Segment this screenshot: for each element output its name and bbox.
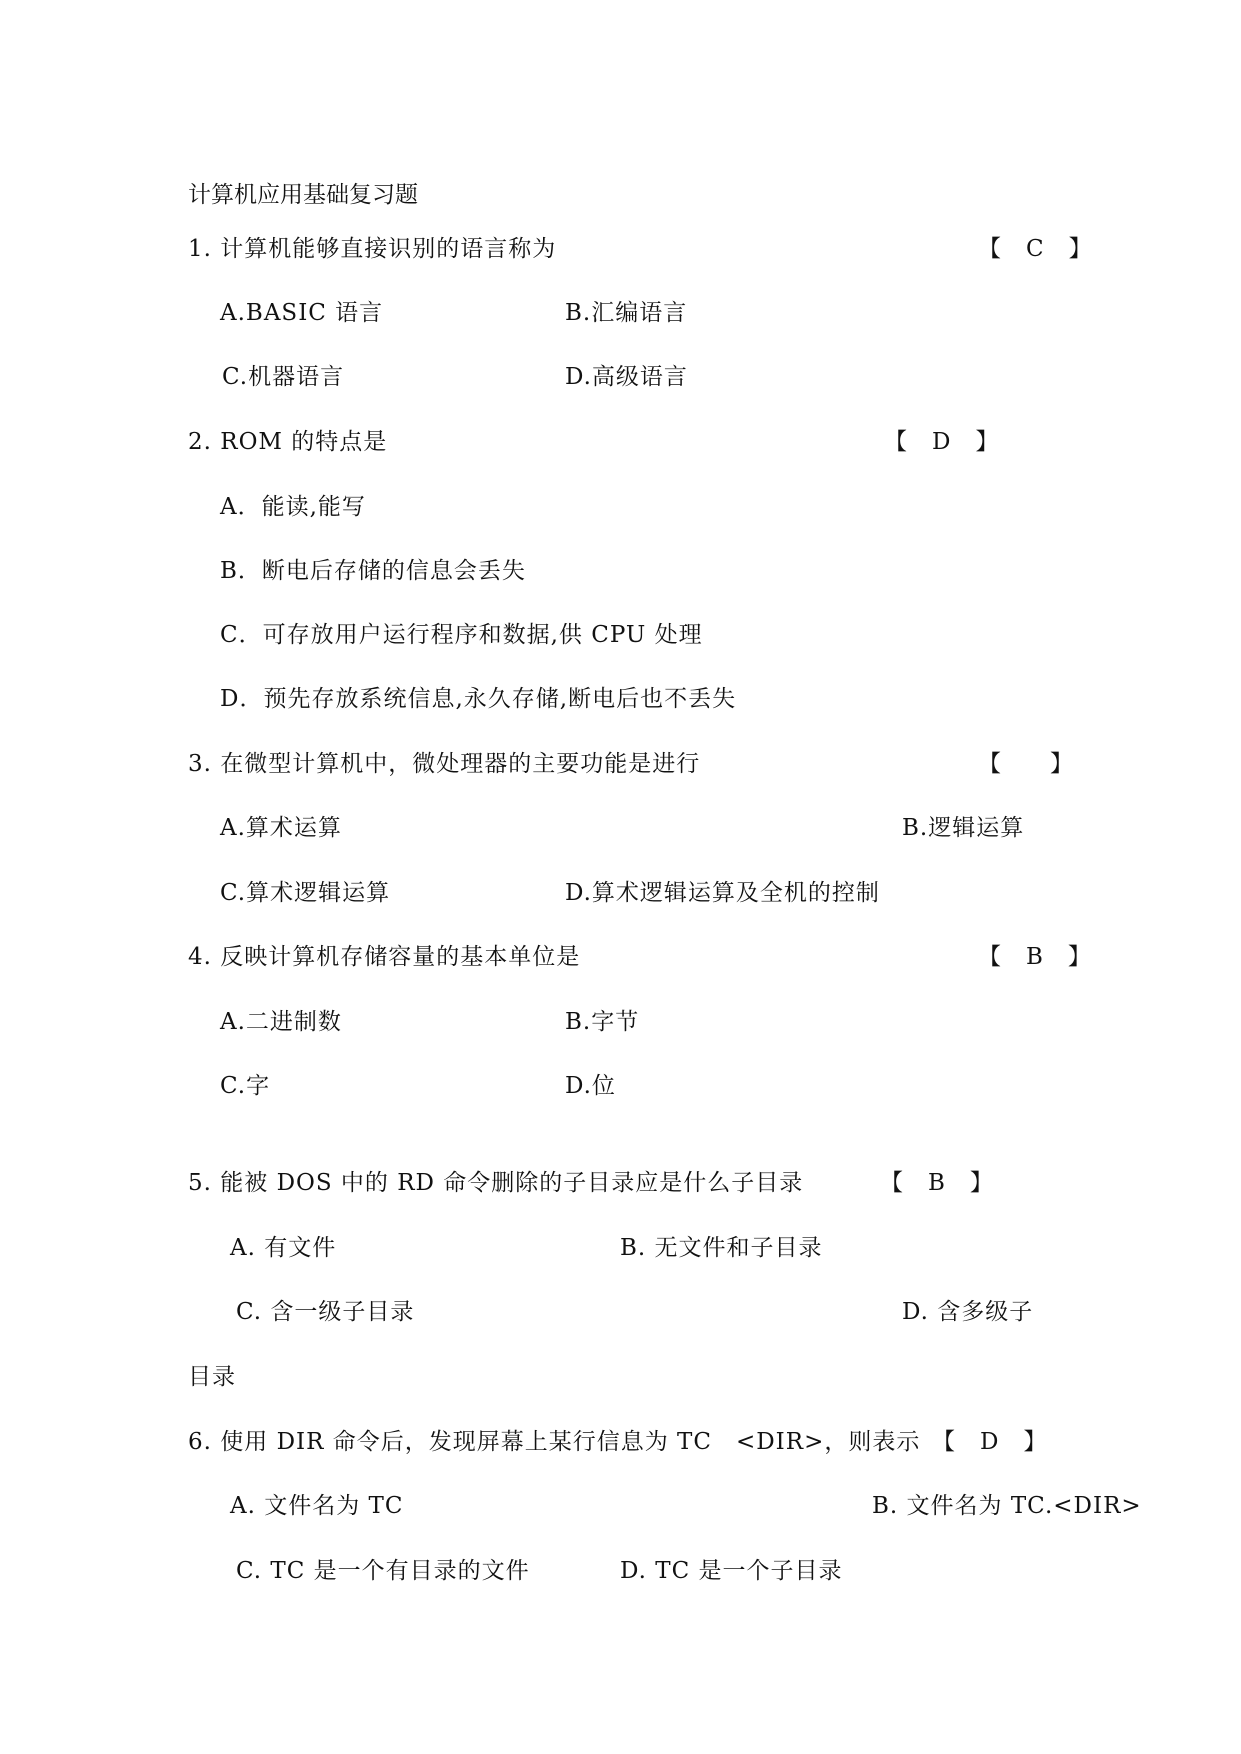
question-3-option-d: D.算术逻辑运算及全机的控制: [565, 880, 880, 906]
question-6-answer: 【 D 】: [932, 1429, 1048, 1455]
question-4-text: 4. 反映计算机存储容量的基本单位是: [188, 944, 581, 970]
question-5-option-b: B. 无文件和子目录: [620, 1235, 823, 1261]
question-5-option-d-continued: 目录: [188, 1364, 236, 1390]
question-1-option-c: C.机器语言: [222, 364, 345, 390]
question-3-answer: 【 】: [978, 751, 1074, 777]
question-2-option-a: A．能读,能写: [220, 494, 366, 520]
question-3-option-c: C.算术逻辑运算: [220, 880, 391, 906]
question-2-text: 2. ROM 的特点是: [188, 429, 388, 455]
question-1-option-b: B.汇编语言: [565, 300, 688, 326]
question-4-answer: 【 B 】: [978, 944, 1092, 970]
question-3-text: 3. 在微型计算机中，微处理器的主要功能是进行: [188, 751, 701, 777]
question-1-option-a: A.BASIC 语言: [220, 300, 384, 326]
question-1-option-d: D.高级语言: [565, 364, 688, 390]
question-4-option-b: B.字节: [565, 1009, 640, 1035]
question-6-option-b: B. 文件名为 TC.<DIR>: [872, 1493, 1142, 1519]
question-3-option-a: A.算术运算: [220, 815, 342, 841]
question-2-option-d: D．预先存放系统信息,永久存储,断电后也不丢失: [220, 686, 737, 712]
question-5-answer: 【 B 】: [880, 1170, 994, 1196]
document-title: 计算机应用基础复习题: [188, 182, 418, 208]
question-6-option-a: A. 文件名为 TC: [230, 1493, 404, 1519]
question-5-option-c: C. 含一级子目录: [236, 1299, 415, 1325]
question-4-option-d: D.位: [565, 1073, 616, 1099]
question-1-text: 1. 计算机能够直接识别的语言称为: [188, 236, 557, 262]
question-4-option-a: A.二进制数: [220, 1009, 342, 1035]
question-4-option-c: C.字: [220, 1073, 271, 1099]
question-6-option-d: D. TC 是一个子目录: [620, 1558, 843, 1584]
question-5-text: 5. 能被 DOS 中的 RD 命令删除的子目录应是什么子目录: [188, 1170, 804, 1196]
question-5-option-d: D. 含多级子: [902, 1299, 1034, 1325]
question-6-option-c: C. TC 是一个有目录的文件: [236, 1558, 530, 1584]
question-2-option-c: C．可存放用户运行程序和数据,供 CPU 处理: [220, 622, 703, 648]
question-3-option-b: B.逻辑运算: [902, 815, 1025, 841]
question-6-text: 6. 使用 DIR 命令后，发现屏幕上某行信息为 TC <DIR>，则表示: [188, 1429, 921, 1455]
question-1-answer: 【 C 】: [978, 236, 1093, 262]
question-5-option-a: A. 有文件: [230, 1235, 337, 1261]
question-2-option-b: B．断电后存储的信息会丢失: [220, 558, 526, 584]
question-2-answer: 【 D 】: [884, 429, 1000, 455]
